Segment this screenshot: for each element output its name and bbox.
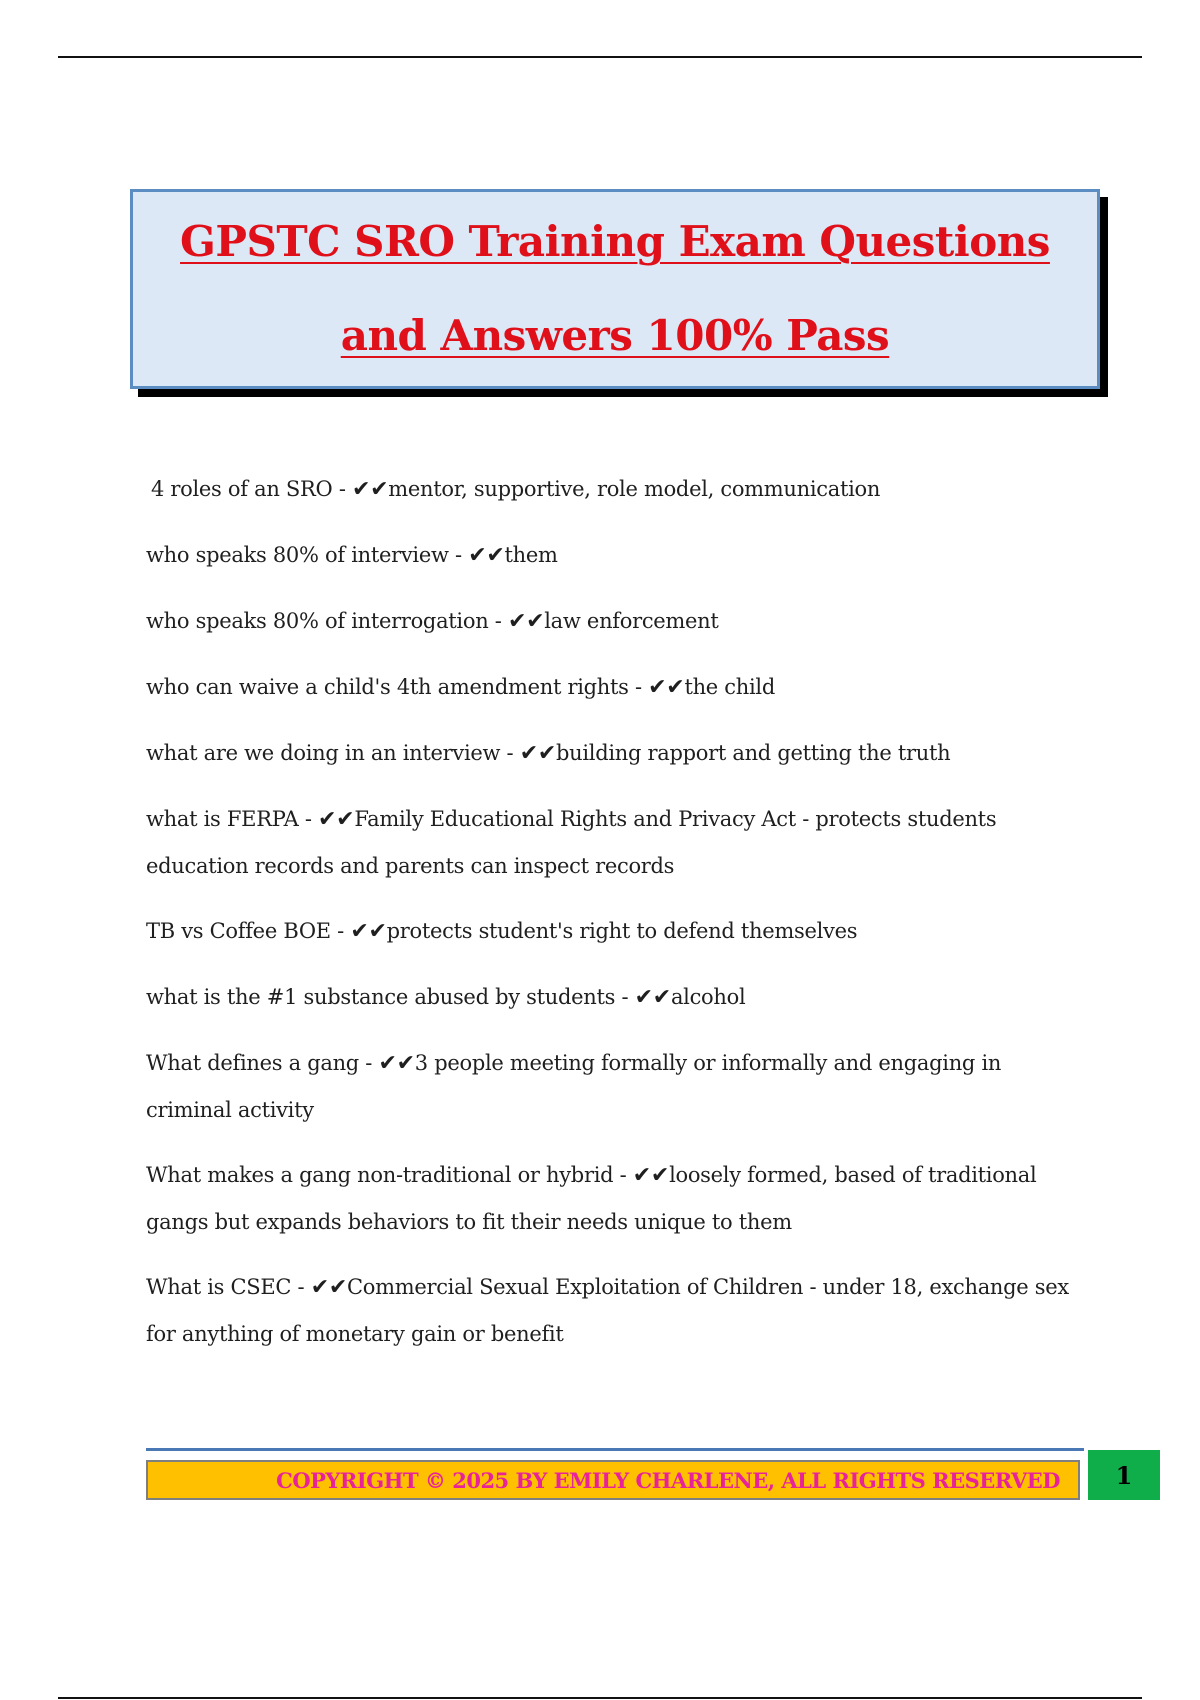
- answer-text: mentor, supportive, role model, communication: [388, 477, 881, 501]
- double-check-icon: ✔✔: [468, 543, 505, 568]
- answer-text: 3 people meeting formally or informally and engaging in criminal activity: [146, 1051, 1002, 1122]
- question-text: what is the #1 substance abused by students -: [146, 985, 635, 1009]
- qa-item: [146, 532, 1086, 579]
- qa-item: [146, 664, 1086, 711]
- qa-item: [146, 1264, 1086, 1357]
- double-check-icon: ✔✔: [519, 741, 557, 766]
- question-text: what is FERPA -: [146, 807, 319, 831]
- answer-text: the child: [684, 675, 775, 699]
- answer-text: building rapport and getting the truth: [556, 741, 951, 765]
- footer-rule: [146, 1448, 1084, 1451]
- answer-text: alcohol: [670, 985, 746, 1009]
- question-text: who can waive a child's 4th amendment rights -: [146, 675, 649, 699]
- qa-item: [146, 974, 1086, 1021]
- question-text: What makes a gang non-traditional or hybrid -: [146, 1163, 633, 1187]
- double-check-icon: ✔✔: [352, 477, 389, 502]
- double-check-icon: ✔✔: [632, 1163, 670, 1188]
- title-box: [130, 189, 1100, 389]
- qa-item: [146, 908, 1086, 955]
- qa-item: [146, 466, 1086, 513]
- question-text: TB vs Coffee BOE -: [146, 919, 351, 943]
- question-text: what are we doing in an interview -: [146, 741, 520, 765]
- page-number-box: [1088, 1450, 1160, 1500]
- title-line-1: GPSTC SRO Training Exam Questions: [180, 217, 1050, 266]
- double-check-icon: ✔✔: [318, 807, 355, 832]
- page-number: 1: [1115, 1460, 1133, 1490]
- qa-list: [146, 466, 1086, 1376]
- question-text: who speaks 80% of interview -: [146, 543, 469, 567]
- answer-text: Commercial Sexual Exploitation of Children - under 18, exchange sex for anything of monetary gain or benefit: [146, 1275, 1069, 1346]
- qa-item: [146, 1040, 1086, 1133]
- answer-text: Family Educational Rights and Privacy Act - protects students education records and parents can inspect records: [146, 807, 997, 878]
- qa-item: [146, 1152, 1086, 1245]
- double-check-icon: ✔✔: [648, 675, 685, 700]
- double-check-icon: ✔✔: [378, 1051, 415, 1076]
- answer-text: them: [504, 543, 558, 567]
- double-check-icon: ✔✔: [310, 1275, 347, 1300]
- qa-item: [146, 796, 1086, 889]
- double-check-icon: ✔✔: [350, 919, 387, 944]
- title-banner: [130, 189, 1100, 389]
- copyright-bar: [146, 1460, 1080, 1500]
- answer-text: protects student's right to defend themselves: [386, 919, 858, 943]
- question-text: What is CSEC -: [146, 1275, 311, 1299]
- answer-text: loosely formed, based of traditional gangs but expands behaviors to fit their needs unique to them: [146, 1163, 1037, 1234]
- double-check-icon: ✔✔: [507, 609, 545, 634]
- question-text: What defines a gang -: [146, 1051, 379, 1075]
- bottom-rule: [58, 1697, 1142, 1699]
- top-rule: [58, 56, 1142, 58]
- question-text: who speaks 80% of interrogation -: [146, 609, 508, 633]
- qa-item: [146, 730, 1086, 777]
- qa-item: [146, 598, 1086, 645]
- answer-text: law enforcement: [544, 609, 719, 633]
- title-line-2: and Answers 100% Pass: [340, 311, 890, 360]
- question-text: 4 roles of an SRO -: [151, 477, 352, 501]
- copyright-text: COPYRIGHT © 2025 BY EMILY CHARLENE, ALL RIGHTS RESERVED: [276, 1467, 1060, 1493]
- double-check-icon: ✔✔: [634, 985, 671, 1010]
